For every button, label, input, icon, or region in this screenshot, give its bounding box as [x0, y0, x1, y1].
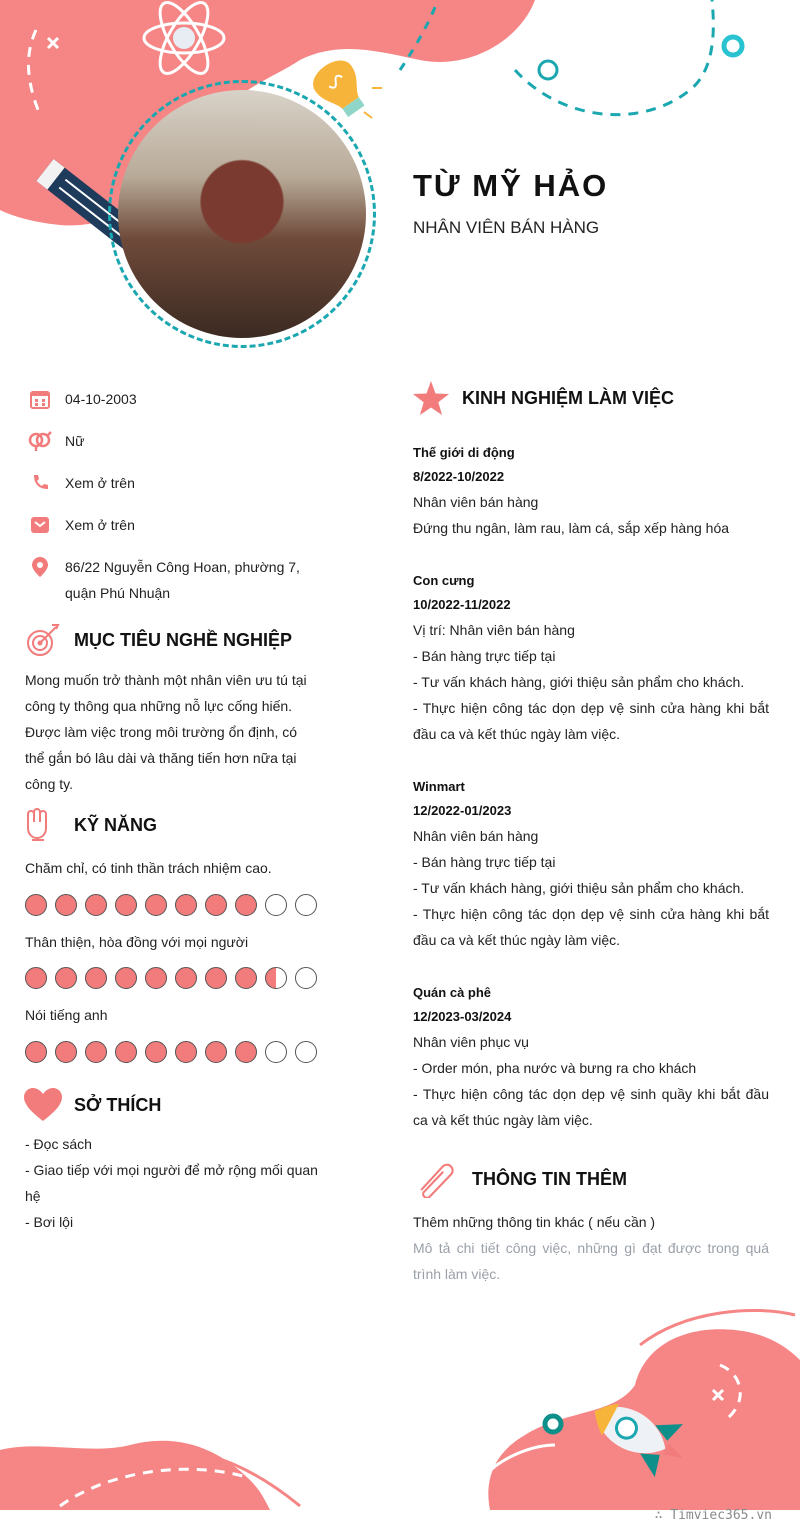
- job-line: Nhân viên bán hàng: [413, 494, 539, 510]
- rating-dot: [55, 967, 77, 989]
- rating-dot: [115, 1041, 137, 1063]
- rating-dot: [175, 894, 197, 916]
- rating-dot: [145, 894, 167, 916]
- contact-text: 04-10-2003: [65, 391, 137, 407]
- rating-dot: [25, 894, 47, 916]
- job-line: - Tư vấn khách hàng, giới thiệu sản phẩm cho khách.: [413, 674, 745, 690]
- rating-dot: [55, 894, 77, 916]
- rating-dot: [115, 894, 137, 916]
- rating-dot: [265, 1041, 287, 1063]
- contact-text: Xem ở trên: [65, 517, 135, 533]
- hobby-item: - Bơi lội: [25, 1214, 74, 1230]
- job-line: - Tư vấn khách hàng, giới thiệu sản phẩm cho khách.: [413, 880, 745, 896]
- rating-dot: [175, 967, 197, 989]
- paperclip-icon: [416, 1160, 454, 1198]
- extra-header: [416, 1160, 627, 1198]
- skill-rating: [25, 1041, 317, 1063]
- objective-text: Mong muốn trở thành một nhân viên ưu tú tại công ty thông qua những nỗ lực cống hiến. Được làm việc trong môi trường ổn định, có thể gắn bó lâu dài và thăng tiến hơn nữa tại công ty.: [25, 672, 307, 792]
- section-title: THÔNG TIN THÊM: [472, 1168, 627, 1189]
- rating-dot: [55, 1041, 77, 1063]
- job-entry: [413, 441, 769, 541]
- rating-dot: [145, 1041, 167, 1063]
- rating-dot: [25, 1041, 47, 1063]
- job-line: Nhân viên bán hàng: [413, 828, 539, 844]
- extra-info: [413, 1209, 769, 1287]
- rating-dot: [265, 967, 287, 989]
- job-dates: 12/2023-03/2024: [413, 1009, 512, 1024]
- job-entry: [413, 981, 769, 1133]
- section-title: MỤC TIÊU NGHỀ NGHIỆP: [74, 629, 293, 650]
- rating-dot: [85, 1041, 107, 1063]
- job-company: Con cưng: [413, 573, 475, 588]
- rating-dot: [145, 967, 167, 989]
- rating-dot: [25, 967, 47, 989]
- job-line: Đứng thu ngân, làm rau, làm cá, sắp xếp hàng hóa: [413, 520, 730, 536]
- rating-dot: [115, 967, 137, 989]
- skill-name: Nói tiếng anh: [25, 1007, 108, 1023]
- bottom-left-decoration: [0, 1420, 320, 1510]
- rating-dot: [235, 1041, 257, 1063]
- section-title: KỸ NĂNG: [74, 814, 158, 835]
- gender-icon: [28, 430, 52, 452]
- extra-description: Mô tả chi tiết công việc, những gì đạt được trong quá trình làm việc.: [413, 1240, 769, 1282]
- rating-dot: [205, 894, 227, 916]
- watermark: ∴ Timviec365.vn: [654, 1508, 772, 1523]
- job-line: - Bán hàng trực tiếp tại: [413, 854, 556, 870]
- skill-rating: [25, 967, 317, 989]
- email-icon: [28, 514, 52, 536]
- job-line: - Thực hiện công tác dọn dẹp vệ sinh cửa hàng khi bắt đầu ca và kết thúc ngày làm việc.: [413, 700, 769, 742]
- target-icon: [24, 621, 62, 659]
- contact-list: [28, 386, 328, 622]
- job-entry: [413, 775, 769, 953]
- job-company: Winmart: [413, 779, 465, 794]
- location-pin-icon: [28, 556, 52, 578]
- rating-dot: [205, 967, 227, 989]
- extra-line: Thêm những thông tin khác ( nếu cần ): [413, 1214, 656, 1230]
- hobbies-header: [24, 1086, 161, 1124]
- star-icon: [412, 379, 450, 417]
- avatar: [118, 90, 366, 338]
- calendar-icon: [28, 388, 52, 410]
- job-line: Vị trí: Nhân viên bán hàng: [413, 622, 575, 638]
- rating-dot: [295, 894, 317, 916]
- section-title: SỞ THÍCH: [74, 1094, 162, 1115]
- rating-dot: [235, 894, 257, 916]
- objective-header: [24, 621, 292, 659]
- hobby-item: - Giao tiếp với mọi người để mở rộng mối quan hệ: [25, 1162, 318, 1204]
- contact-birthday: [28, 386, 328, 412]
- contact-phone: [28, 470, 328, 496]
- job-line: - Order món, pha nước và bưng ra cho khách: [413, 1060, 697, 1076]
- contact-email: [28, 512, 328, 538]
- job-dates: 12/2022-01/2023: [413, 803, 512, 818]
- rating-dot: [175, 1041, 197, 1063]
- job-line: - Thực hiện công tác dọn dẹp vệ sinh quầy khi bắt đầu ca và kết thúc ngày làm việc.: [413, 1086, 769, 1128]
- contact-address: [28, 554, 328, 606]
- rating-dot: [295, 967, 317, 989]
- job-line: - Thực hiện công tác dọn dẹp vệ sinh cửa hàng khi bắt đầu ca và kết thúc ngày làm việc.: [413, 906, 769, 948]
- section-title: KINH NGHIỆM LÀM VIỆC: [462, 387, 675, 408]
- raised-fist-icon: [18, 806, 56, 844]
- rating-dot: [85, 967, 107, 989]
- hobbies-list: [25, 1131, 325, 1235]
- job-dates: 10/2022-11/2022: [413, 597, 511, 612]
- hobby-item: - Đọc sách: [25, 1136, 92, 1152]
- rating-dot: [295, 1041, 317, 1063]
- job-line: - Bán hàng trực tiếp tại: [413, 648, 556, 664]
- rating-dot: [265, 894, 287, 916]
- candidate-job-title: NHÂN VIÊN BÁN HÀNG: [413, 218, 600, 237]
- job-line: Nhân viên phục vụ: [413, 1034, 529, 1050]
- contact-text: 86/22 Nguyễn Công Hoan, phường 7, quận Phú Nhuận: [65, 559, 300, 601]
- contact-text: Nữ: [65, 433, 85, 449]
- skill-rating: [25, 894, 317, 916]
- experience-header: [412, 379, 674, 417]
- rating-dot: [85, 894, 107, 916]
- skill-name: Chăm chỉ, có tinh thần trách nhiệm cao.: [25, 860, 272, 876]
- phone-icon: [28, 472, 52, 494]
- job-company: Quán cà phê: [413, 985, 492, 1000]
- job-company: Thế giới di động: [413, 445, 515, 460]
- skill-name: Thân thiện, hòa đồng với mọi người: [25, 934, 249, 950]
- rating-dot: [205, 1041, 227, 1063]
- heart-icon: [24, 1086, 62, 1124]
- contact-gender: [28, 428, 328, 454]
- contact-text: Xem ở trên: [65, 475, 135, 491]
- job-entry: [413, 569, 769, 747]
- job-dates: 8/2022-10/2022: [413, 469, 505, 484]
- experience-list: [413, 441, 769, 1161]
- skills-header: [18, 806, 157, 844]
- candidate-name: TỪ MỸ HẢO: [413, 168, 609, 203]
- bottom-right-decoration: [485, 1305, 800, 1510]
- rating-dot: [235, 967, 257, 989]
